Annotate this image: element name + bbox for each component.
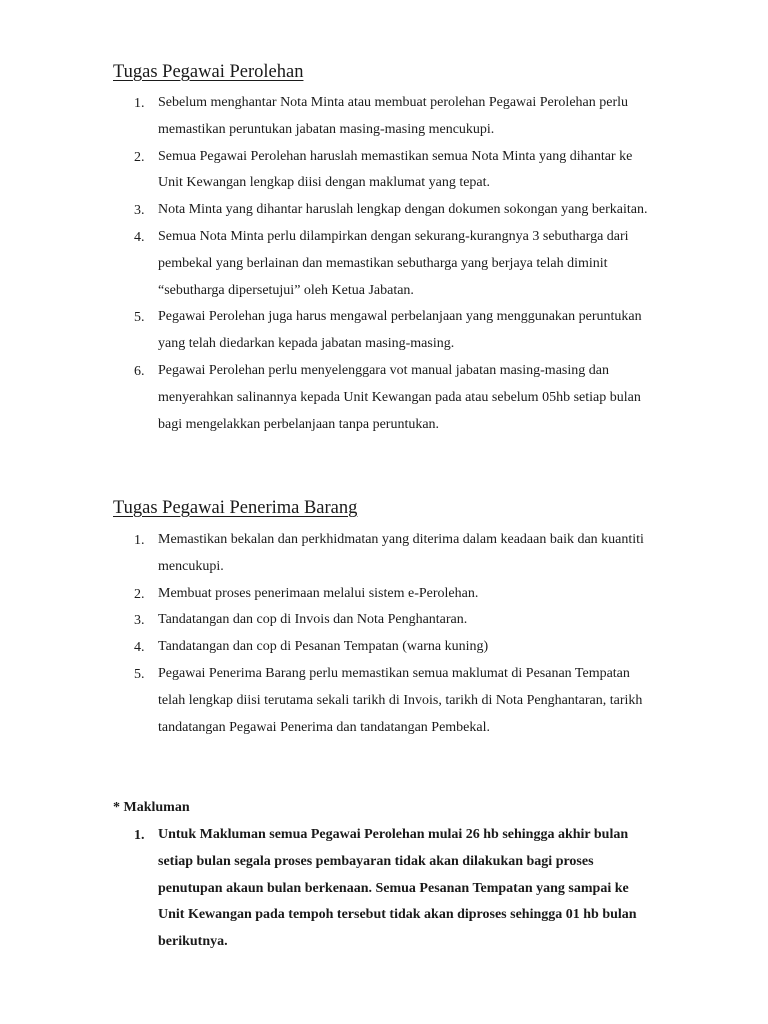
list-item-text: Tandatangan dan cop di Pesanan Tempatan (warna kuning) bbox=[158, 639, 489, 655]
list-item bbox=[0, 581, 768, 608]
list-item bbox=[0, 634, 768, 661]
list-item-text: Memastikan bekalan dan perkhidmatan yang diterima dalam keadaan baik dan kuantiti mencukupi. bbox=[158, 532, 644, 574]
section-heading-tugas-pegawai-penerima-barang: Tugas Pegawai Penerima Barang bbox=[113, 498, 358, 518]
list-item-number: 1. bbox=[134, 828, 145, 843]
list-item bbox=[0, 607, 768, 634]
list-item-number: 4. bbox=[134, 229, 145, 245]
list-item-text: Pegawai Penerima Barang perlu memastikan semua maklumat di Pesanan Tempatan telah lengkap diisi terutama sekali tarikh di Invois, tarikh di Nota Penghantaran, tarikh tandatangan Pegawai Penerima dan tandatangan Pembekal. bbox=[158, 665, 643, 735]
list-item bbox=[0, 144, 768, 198]
list-item-text: Membuat proses penerimaan melalui sistem e-Perolehan. bbox=[158, 585, 479, 601]
list-item-number: 5. bbox=[134, 666, 145, 682]
list-item-text: Untuk Makluman semua Pegawai Perolehan mulai 26 hb sehingga akhir bulan setiap bulan segala proses pembayaran tidak akan dilakukan bagi proses penutupan akaun bulan berkenaan. Semua Pesanan Tempatan yang sampai ke Unit Kewangan pada tempoh tersebut tidak akan diproses sehingga 01 hb bulan berikutnya. bbox=[158, 827, 637, 950]
list-item bbox=[0, 527, 768, 581]
list-item-text: Semua Nota Minta perlu dilampirkan dengan sekurang-kurangnya 3 sebutharga dari pembekal yang berlainan dan memastikan sebutharga yang berjaya telah diminit “sebutharga dipersetujui” oleh Ketua Jabatan. bbox=[158, 228, 629, 298]
list-tugas-pegawai-perolehan bbox=[0, 90, 768, 438]
list-item bbox=[0, 661, 768, 741]
list-item bbox=[0, 822, 768, 956]
list-tugas-pegawai-penerima-barang bbox=[0, 527, 768, 741]
list-item-number: 2. bbox=[134, 586, 145, 602]
list-item-number: 1. bbox=[134, 96, 145, 111]
list-item-number: 6. bbox=[134, 363, 145, 379]
list-item-text: Nota Minta yang dihantar haruslah lengkap dengan dokumen sokongan yang berkaitan. bbox=[158, 202, 648, 218]
list-item-text: Tandatangan dan cop di Invois dan Nota Penghantaran. bbox=[158, 612, 468, 628]
list-item bbox=[0, 304, 768, 358]
list-item-text: Pegawai Perolehan perlu menyelenggara vot manual jabatan masing-masing dan menyerahkan salinannya kepada Unit Kewangan pada atau sebelum 05hb setiap bulan bagi mengelakkan perbelanjaan tanpa peruntukan. bbox=[158, 362, 641, 432]
list-item-number: 1. bbox=[134, 533, 145, 548]
list-makluman bbox=[0, 822, 768, 956]
list-item bbox=[0, 197, 768, 224]
list-item-number: 3. bbox=[134, 203, 145, 219]
list-item bbox=[0, 358, 768, 438]
list-item-number: 3. bbox=[134, 613, 145, 629]
list-item-number: 5. bbox=[134, 310, 145, 326]
list-item-text: Pegawai Perolehan juga harus mengawal perbelanjaan yang menggunakan peruntukan yang telah diedarkan kepada jabatan masing-masing. bbox=[158, 309, 642, 352]
list-item-number: 4. bbox=[134, 640, 145, 656]
list-item bbox=[0, 90, 768, 144]
makluman-title: * Makluman bbox=[113, 800, 190, 815]
list-item-text: Semua Pegawai Perolehan haruslah memastikan semua Nota Minta yang dihantar ke Unit Kewangan lengkap diisi dengan maklumat yang tepat. bbox=[158, 148, 633, 191]
list-item-text: Sebelum menghantar Nota Minta atau membuat perolehan Pegawai Perolehan perlu memastikan peruntukan jabatan masing-masing mencukupi. bbox=[158, 95, 629, 137]
list-item bbox=[0, 224, 768, 304]
list-item-number: 2. bbox=[134, 149, 145, 165]
section-heading-tugas-pegawai-perolehan: Tugas Pegawai Perolehan bbox=[113, 62, 304, 82]
